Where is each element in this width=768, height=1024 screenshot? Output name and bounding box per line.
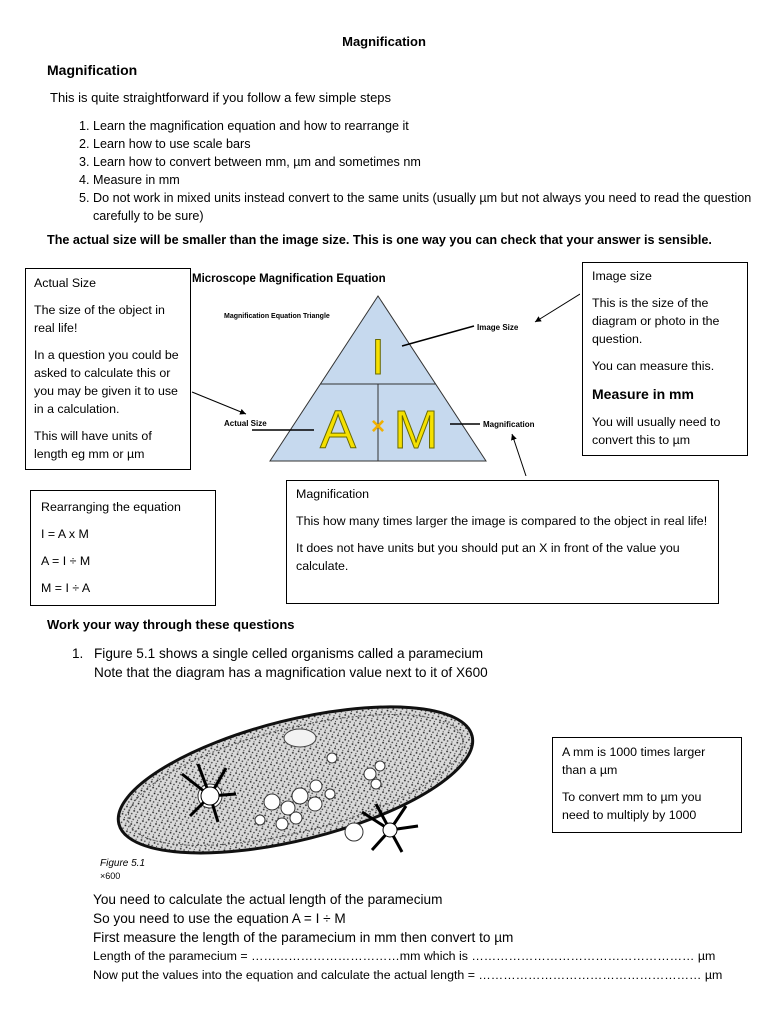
- work-heading: Work your way through these questions: [47, 617, 295, 632]
- letter-times: ×: [370, 413, 386, 440]
- steps-list: [47, 117, 768, 225]
- actual-size-text: This will have units of length eg mm or µm: [34, 429, 152, 461]
- measure-in-mm: Measure in mm: [592, 386, 694, 402]
- image-size-text: This is the size of the diagram or photo in the question.: [592, 296, 720, 346]
- figure-caption: Figure 5.1: [100, 858, 146, 869]
- label-actual: Actual Size: [224, 419, 267, 428]
- image-size-title: Image size: [592, 269, 652, 283]
- letter-m: M: [393, 400, 439, 460]
- magnification-title: Magnification: [296, 487, 370, 501]
- magnification-text: This how many times larger the image is compared to the object in real life!: [296, 514, 708, 528]
- image-size-box: [582, 262, 748, 456]
- actual-size-title: Actual Size: [34, 276, 96, 290]
- magnification-box: [286, 480, 719, 604]
- step-item: 3. Learn how to convert between mm, µm and sometimes nm: [93, 153, 768, 171]
- length-answer-line: Length of the paramecium = ………………………………mm which is ……………………………………………… µm: [93, 949, 716, 963]
- instruction-line: So you need to use the equation A = I ÷ M: [93, 911, 346, 926]
- equation: A = I ÷ M: [41, 554, 91, 568]
- convert-text: To convert mm to µm you need to multiply by 1000: [562, 790, 702, 822]
- arrow-from-actual-box: [192, 392, 246, 414]
- letter-a: A: [319, 400, 357, 460]
- arrow-from-image-box: [535, 294, 580, 322]
- rearrange-title: Rearranging the equation: [41, 500, 181, 514]
- intro-text: This is quite straightforward if you follow a few simple steps: [50, 90, 392, 105]
- label-image-size: Image Size: [477, 323, 519, 332]
- rearranging-box: [30, 490, 216, 606]
- paramecium-cell: [104, 698, 486, 858]
- step-item: 2. Learn how to use scale bars: [93, 135, 768, 153]
- image-size-pointer: [402, 326, 474, 346]
- actual-size-text: The size of the object in real life!: [34, 303, 165, 335]
- magnification-triangle-diagram: [190, 266, 580, 476]
- instruction-line: First measure the length of the paramecium in mm then convert to µm: [93, 930, 514, 945]
- calculation-instructions: [93, 890, 722, 985]
- equation: M = I ÷ A: [41, 581, 91, 595]
- diagram-title: Microscope Magnification Equation: [192, 273, 386, 285]
- equation: I = A x M: [41, 527, 89, 541]
- step-item: 1. Learn the magnification equation and how to rearrange it: [93, 117, 768, 135]
- question-number: 1.: [72, 646, 84, 661]
- question-line: Note that the diagram has a magnification value next to it of X600: [94, 665, 488, 680]
- instruction-line: You need to calculate the actual length of the paramecium: [93, 892, 443, 907]
- image-size-text: You can measure this.: [592, 359, 715, 373]
- figure-magnification: ×600: [100, 871, 121, 881]
- arrow-from-mag-box: [512, 434, 526, 476]
- convert-box: [552, 737, 742, 833]
- oral-groove: [284, 729, 316, 747]
- actual-length-answer-line: Now put the values into the equation and calculate the actual length = ……………………………………………… µm: [93, 968, 723, 982]
- actual-size-text: In a question you could be asked to calculate this or you may be given it to use in a calculation.: [34, 348, 179, 416]
- step-item: 4. Measure in mm: [93, 171, 768, 189]
- letter-i: I: [371, 329, 385, 385]
- step-item: 5. Do not work in mixed units instead convert to the same units (usually µm but not always you need to read the question carefully to be sure): [93, 189, 768, 225]
- section-heading: Magnification: [47, 62, 138, 78]
- convert-text: A mm is 1000 times larger than a µm: [562, 745, 706, 777]
- paramecium-figure: [100, 698, 490, 858]
- vacuole-center: [383, 823, 397, 837]
- document-title: Magnification: [342, 34, 426, 49]
- triangle-label: Magnification Equation Triangle: [224, 313, 330, 320]
- question-1: [72, 644, 488, 682]
- check-note: The actual size will be smaller than the image size. This is one way you can check that your answer is sensible.: [47, 233, 712, 247]
- magnification-text: It does not have units but you should put an X in front of the value you calculate.: [296, 541, 680, 573]
- label-magnification: Magnification: [483, 420, 535, 429]
- vacuole-center: [201, 787, 219, 805]
- image-size-text: You will usually need to convert this to µm: [592, 415, 721, 447]
- question-line: Figure 5.1 shows a single celled organisms called a paramecium: [94, 646, 484, 661]
- actual-size-box: [25, 268, 191, 470]
